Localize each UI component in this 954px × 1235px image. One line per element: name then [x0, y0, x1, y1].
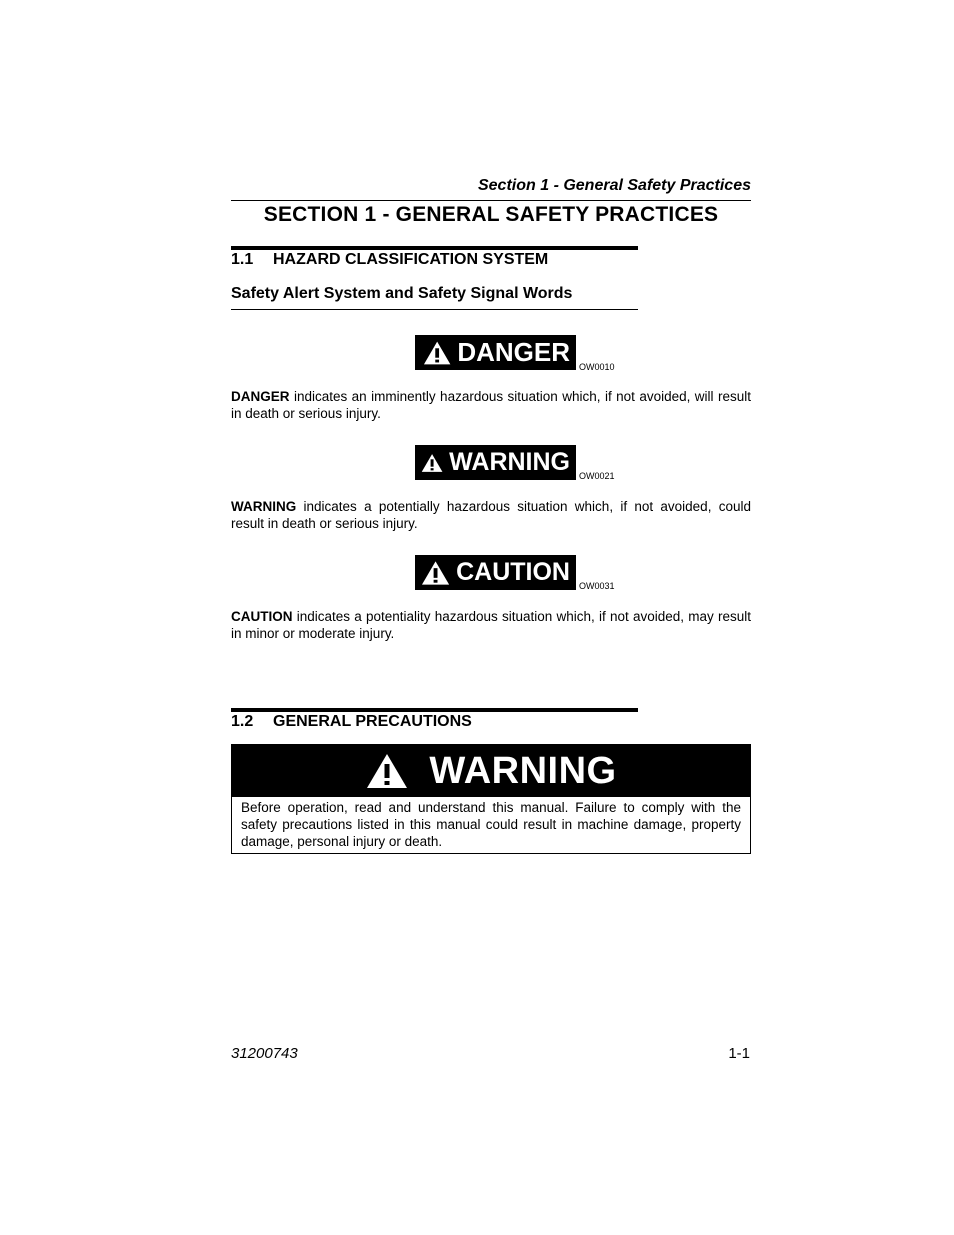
- danger-description: [231, 388, 751, 422]
- hazard-heading-title: HAZARD CLASSIFICATION SYSTEM: [273, 251, 549, 268]
- warning-triangle-icon: [421, 450, 443, 476]
- warning-triangle-icon: [365, 752, 409, 790]
- danger-label-text: DANGER: [457, 337, 570, 367]
- warning-box-header: [232, 745, 750, 797]
- hazard-heading: [231, 251, 548, 269]
- caution-term: CAUTION: [231, 609, 293, 624]
- running-head: Section 1 - General Safety Practices: [477, 177, 751, 194]
- warning-triangle-icon: [421, 560, 450, 586]
- warning-text: indicates a potentially hazardous situation which, if not avoided, could result in death or serious injury.: [231, 499, 751, 531]
- warning-label-text: WARNING: [449, 448, 570, 476]
- hazard-heading-rule: [231, 246, 638, 250]
- footer-doc-number: 31200743: [231, 1045, 298, 1062]
- danger-signal-label: [415, 335, 576, 370]
- warning-description: [231, 498, 751, 532]
- danger-term: DANGER: [231, 389, 290, 404]
- precautions-heading-rule: [231, 708, 638, 712]
- warning-box: [231, 744, 751, 854]
- warning-box-label: WARNING: [429, 749, 617, 792]
- precautions-heading-title: GENERAL PRECAUTIONS: [273, 713, 472, 730]
- hazard-heading-number: 1.1: [231, 251, 254, 268]
- header-rule: [231, 200, 751, 201]
- warning-code: OW0021: [579, 471, 615, 481]
- precautions-heading: [231, 713, 472, 731]
- safety-alert-subheading: Safety Alert System and Safety Signal Words: [231, 285, 573, 302]
- warning-triangle-icon: [423, 340, 451, 366]
- danger-text: indicates an imminently hazardous situation which, if not avoided, will result in death or serious injury.: [231, 389, 751, 421]
- subheading-rule: [231, 309, 638, 310]
- caution-text: indicates a potentiality hazardous situation which, if not avoided, may result in minor or moderate injury.: [231, 609, 751, 641]
- footer-page-number: 1-1: [728, 1045, 750, 1062]
- section-title: SECTION 1 - GENERAL SAFETY PRACTICES: [263, 203, 719, 226]
- caution-code: OW0031: [579, 581, 615, 591]
- caution-description: [231, 608, 751, 642]
- warning-term: WARNING: [231, 499, 297, 514]
- caution-label-text: CAUTION: [456, 558, 570, 586]
- warning-box-text: Before operation, read and understand this manual. Failure to comply with the safety precautions listed in this manual could result in machine damage, property damage, personal injury or death.: [241, 800, 741, 849]
- warning-signal-label: [415, 445, 576, 480]
- precautions-heading-number: 1.2: [231, 713, 254, 730]
- danger-code: OW0010: [579, 362, 615, 372]
- caution-signal-label: [415, 555, 576, 590]
